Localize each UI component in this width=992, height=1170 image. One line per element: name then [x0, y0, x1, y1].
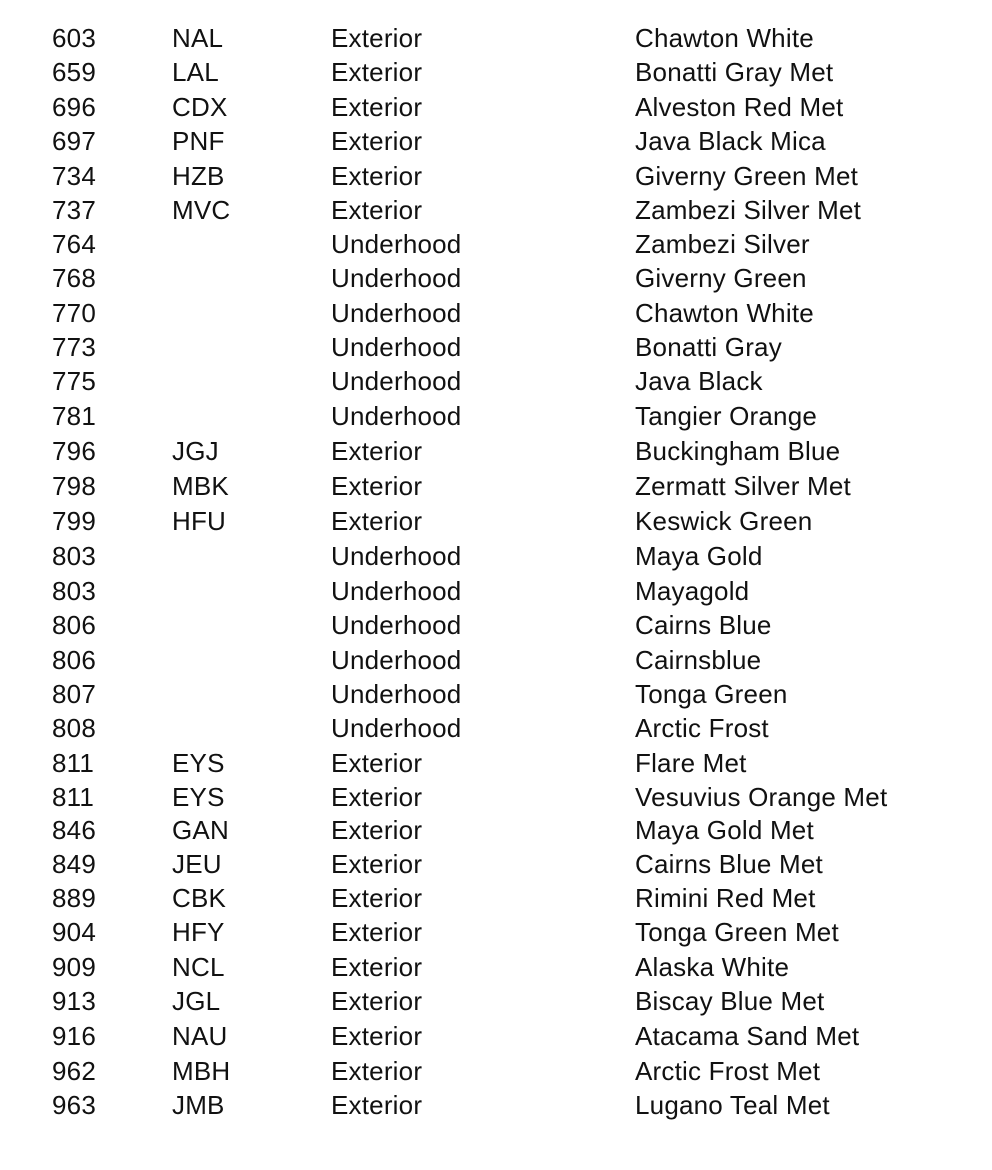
paint-code: 796: [52, 436, 96, 466]
table-row: [0, 330, 992, 364]
table-row: [0, 608, 992, 642]
paint-color-name: Cairnsblue: [635, 645, 762, 675]
paint-color-name: Tonga Green: [635, 679, 788, 709]
paint-location: Underhood: [331, 713, 462, 743]
paint-code: 916: [52, 1021, 96, 1051]
paint-color-name: Java Black Mica: [635, 126, 826, 156]
paint-location: Exterior: [331, 748, 423, 778]
paint-location: Underhood: [331, 298, 462, 328]
paint-color-name: Zambezi Silver: [635, 229, 810, 259]
paint-abbreviation: JEU: [172, 849, 222, 879]
paint-color-name: Bonatti Gray Met: [635, 57, 834, 87]
paint-code: 603: [52, 23, 96, 53]
table-row: [0, 434, 992, 468]
table-row: [0, 21, 992, 55]
paint-color-name: Arctic Frost: [635, 713, 769, 743]
paint-code: 770: [52, 298, 96, 328]
paint-code: 913: [52, 986, 96, 1016]
paint-code: 773: [52, 332, 96, 362]
table-row: [0, 1088, 992, 1122]
paint-location: Exterior: [331, 195, 423, 225]
paint-color-name: Chawton White: [635, 298, 814, 328]
paint-abbreviation: NCL: [172, 952, 225, 982]
paint-abbreviation: JMB: [172, 1090, 225, 1120]
paint-code: 803: [52, 576, 96, 606]
paint-code: 806: [52, 610, 96, 640]
paint-location: Exterior: [331, 782, 423, 812]
paint-code: 734: [52, 161, 96, 191]
paint-color-name: Keswick Green: [635, 506, 813, 536]
paint-abbreviation: EYS: [172, 782, 225, 812]
paint-color-name: Biscay Blue Met: [635, 986, 825, 1016]
paint-location: Underhood: [331, 332, 462, 362]
paint-code: 811: [52, 748, 95, 778]
paint-color-name: Alaska White: [635, 952, 790, 982]
table-row: [0, 364, 992, 398]
paint-abbreviation: CBK: [172, 883, 227, 913]
paint-color-name: Tangier Orange: [635, 401, 818, 431]
table-row: [0, 469, 992, 503]
table-row: [0, 227, 992, 261]
paint-location: Exterior: [331, 126, 423, 156]
paint-color-name: Giverny Green: [635, 263, 807, 293]
paint-abbreviation: JGJ: [172, 436, 219, 466]
paint-abbreviation: MBK: [172, 471, 229, 501]
paint-code: 808: [52, 713, 96, 743]
paint-location: Underhood: [331, 401, 462, 431]
paint-abbreviation: GAN: [172, 815, 229, 845]
paint-color-name: Cairns Blue Met: [635, 849, 823, 879]
paint-color-name: Rimini Red Met: [635, 883, 816, 913]
paint-code: 737: [52, 195, 96, 225]
paint-abbreviation: PNF: [172, 126, 225, 156]
paint-code: 909: [52, 952, 96, 982]
paint-color-name: Bonatti Gray: [635, 332, 782, 362]
paint-location: Exterior: [331, 917, 423, 947]
paint-location: Underhood: [331, 229, 462, 259]
table-row: [0, 55, 992, 89]
paint-color-name: Maya Gold: [635, 541, 763, 571]
table-row: [0, 711, 992, 745]
paint-color-name: Flare Met: [635, 748, 747, 778]
table-row: [0, 1019, 992, 1053]
paint-color-name: Tonga Green Met: [635, 917, 839, 947]
paint-location: Underhood: [331, 645, 462, 675]
paint-location: Underhood: [331, 610, 462, 640]
table-row: [0, 193, 992, 227]
table-row: [0, 124, 992, 158]
paint-code: 775: [52, 366, 96, 396]
paint-abbreviation: MBH: [172, 1056, 231, 1086]
paint-abbreviation: JGL: [172, 986, 221, 1016]
paint-code: 849: [52, 849, 96, 879]
paint-code: 781: [52, 401, 96, 431]
table-row: [0, 813, 992, 847]
paint-color-name: Java Black: [635, 366, 763, 396]
paint-abbreviation: CDX: [172, 92, 228, 122]
paint-abbreviation: HFU: [172, 506, 227, 536]
paint-color-name: Alveston Red Met: [635, 92, 844, 122]
table-row: [0, 261, 992, 295]
paint-abbreviation: NAL: [172, 23, 224, 53]
paint-color-name: Zermatt Silver Met: [635, 471, 851, 501]
paint-abbreviation: HFY: [172, 917, 225, 947]
paint-location: Exterior: [331, 952, 423, 982]
paint-abbreviation: MVC: [172, 195, 231, 225]
paint-color-name: Mayagold: [635, 576, 750, 606]
table-row: [0, 984, 992, 1018]
paint-location: Exterior: [331, 986, 423, 1016]
paint-location: Exterior: [331, 815, 423, 845]
table-row: [0, 643, 992, 677]
paint-code: 904: [52, 917, 96, 947]
paint-color-name: Maya Gold Met: [635, 815, 814, 845]
paint-code: 798: [52, 471, 96, 501]
paint-location: Exterior: [331, 471, 423, 501]
table-row: [0, 950, 992, 984]
paint-location: Exterior: [331, 23, 423, 53]
paint-code: 697: [52, 126, 96, 156]
paint-code: 846: [52, 815, 96, 845]
table-row: [0, 504, 992, 538]
table-row: [0, 296, 992, 330]
table-row: [0, 677, 992, 711]
paint-abbreviation: EYS: [172, 748, 225, 778]
paint-abbreviation: HZB: [172, 161, 225, 191]
paint-code: 768: [52, 263, 96, 293]
paint-code: 962: [52, 1056, 96, 1086]
paint-code: 889: [52, 883, 96, 913]
paint-location: Exterior: [331, 883, 423, 913]
paint-color-name: Atacama Sand Met: [635, 1021, 860, 1051]
paint-location: Exterior: [331, 92, 423, 122]
paint-location: Underhood: [331, 679, 462, 709]
table-row: [0, 780, 992, 814]
paint-location: Exterior: [331, 436, 423, 466]
paint-color-name: Buckingham Blue: [635, 436, 841, 466]
paint-location: Underhood: [331, 576, 462, 606]
paint-color-name: Lugano Teal Met: [635, 1090, 830, 1120]
table-row: [0, 90, 992, 124]
paint-code: 696: [52, 92, 96, 122]
paint-abbreviation: LAL: [172, 57, 219, 87]
paint-color-name: Arctic Frost Met: [635, 1056, 821, 1086]
paint-color-name: Giverny Green Met: [635, 161, 859, 191]
paint-location: Exterior: [331, 57, 423, 87]
paint-location: Exterior: [331, 1021, 423, 1051]
paint-location: Underhood: [331, 541, 462, 571]
table-row: [0, 746, 992, 780]
paint-code: 799: [52, 506, 96, 536]
paint-color-name: Cairns Blue: [635, 610, 772, 640]
table-row: [0, 539, 992, 573]
table-row: [0, 399, 992, 433]
paint-code: 963: [52, 1090, 96, 1120]
paint-abbreviation: NAU: [172, 1021, 228, 1051]
paint-location: Exterior: [331, 161, 423, 191]
paint-location: Underhood: [331, 263, 462, 293]
table-row: [0, 847, 992, 881]
paint-code: 806: [52, 645, 96, 675]
paint-location: Exterior: [331, 849, 423, 879]
table-row: [0, 915, 992, 949]
paint-code: 659: [52, 57, 96, 87]
paint-code: 811: [52, 782, 95, 812]
paint-location: Exterior: [331, 1056, 423, 1086]
table-row: [0, 881, 992, 915]
paint-code: 803: [52, 541, 96, 571]
paint-location: Exterior: [331, 1090, 423, 1120]
paint-location: Underhood: [331, 366, 462, 396]
paint-color-name: Chawton White: [635, 23, 814, 53]
paint-location: Exterior: [331, 506, 423, 536]
paint-color-name: Vesuvius Orange Met: [635, 782, 888, 812]
paint-code: 807: [52, 679, 96, 709]
paint-code: 764: [52, 229, 96, 259]
table-row: [0, 159, 992, 193]
table-row: [0, 574, 992, 608]
table-row: [0, 1054, 992, 1088]
paint-color-name: Zambezi Silver Met: [635, 195, 862, 225]
